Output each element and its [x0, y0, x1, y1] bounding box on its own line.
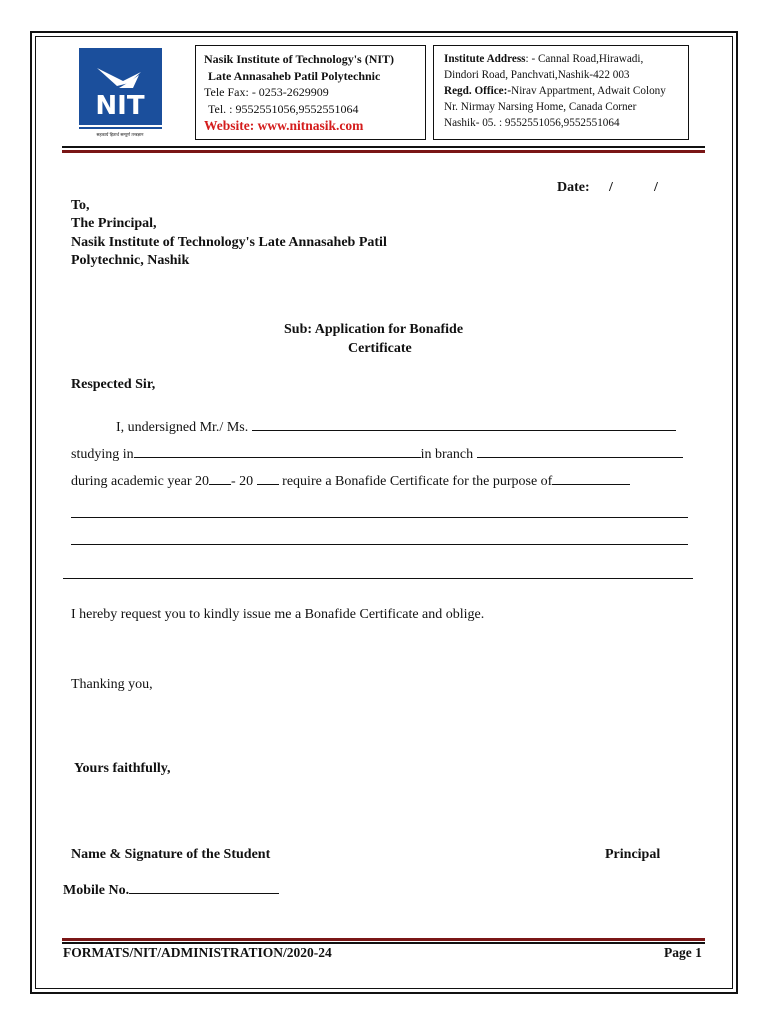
closing-text: Yours faithfully, — [74, 761, 171, 776]
subject-line1: Sub: Application for Bonafide — [284, 322, 464, 337]
purpose-line-3[interactable] — [63, 578, 693, 579]
body-line3 — [71, 474, 630, 490]
body-line1 — [116, 420, 676, 436]
body-line2-text-b: in branch — [420, 447, 474, 462]
mobile-row — [63, 883, 279, 899]
polytechnic-name: Late Annasaheb Patil Polytechnic — [208, 68, 381, 83]
branch-blank[interactable] — [477, 447, 683, 458]
institute-info-box — [195, 45, 426, 140]
address-line1: : - Cannal Road,Hirawadi, — [525, 53, 644, 65]
nit-logo — [79, 48, 162, 137]
body-line3-text-a: during academic year 20 — [71, 474, 209, 489]
footer-rule-thick — [62, 938, 705, 941]
recipient-title: The Principal, — [71, 216, 157, 231]
institute-name: Nasik Institute of Technology's (NIT) — [204, 52, 395, 66]
body-line2-text-a: studying in — [71, 447, 134, 462]
request-text: I hereby request you to kindly issue me a Bonafide Certificate and oblige. — [71, 607, 485, 622]
purpose-line-1[interactable] — [71, 517, 688, 518]
telephone: Tel. : 9552551056,9552551064 — [208, 101, 359, 116]
recipient-line1: Nasik Institute of Technology's Late Annasaheb Patil — [71, 235, 387, 250]
regd-line3: Nashik- 05. : 9552551056,9552551064 — [444, 117, 620, 129]
to-label: To, — [71, 198, 90, 213]
website-link[interactable]: Website: www.nitnasik.com — [204, 118, 364, 133]
body-line3-text-b: - 20 — [231, 474, 254, 489]
mobile-label: Mobile No. — [63, 883, 130, 898]
recipient-line2: Polytechnic, Nashik — [71, 253, 190, 268]
date-separator-2: / — [654, 180, 658, 195]
page-number: Page 1 — [664, 945, 702, 960]
address-box — [433, 45, 689, 140]
subject-line2: Certificate — [348, 341, 412, 356]
body-line3-text-c: require a Bonafide Certificate for the purpose of — [282, 474, 553, 489]
telefax: Tele Fax: - 0253-2629909 — [204, 85, 329, 99]
body-line1-text: I, undersigned Mr./ Ms. — [116, 420, 249, 435]
mobile-blank[interactable] — [129, 883, 279, 894]
class-blank[interactable] — [134, 447, 421, 458]
regd-line2: Nr. Nirmay Narsing Home, Canada Corner — [444, 101, 637, 113]
year-to-blank[interactable] — [257, 474, 279, 485]
footer-rule-thin — [62, 942, 705, 944]
address-line2: Dindori Road, Panchvati,Nashik-422 003 — [444, 69, 630, 81]
address-label: Institute Address — [444, 53, 526, 65]
purpose-line-2[interactable] — [71, 544, 688, 545]
logo-tagline: सहकार्य हितार्थ सम्पूर्ण तन्त्रज्ञान — [96, 132, 144, 137]
format-code: FORMATS/NIT/ADMINISTRATION/2020-24 — [63, 945, 332, 960]
signature-label: Name & Signature of the Student — [71, 847, 271, 862]
salutation: Respected Sir, — [71, 377, 156, 392]
principal-label: Principal — [605, 847, 661, 862]
header-rule-thin — [62, 146, 705, 148]
date-separator-1: / — [609, 180, 613, 195]
thanks-text: Thanking you, — [71, 677, 153, 692]
header-rule-thick — [62, 150, 705, 153]
date-label: Date: — [557, 180, 590, 195]
body-line2 — [71, 447, 683, 463]
regd-label: Regd. Office:- — [444, 85, 512, 97]
name-blank[interactable] — [252, 420, 676, 431]
year-from-blank[interactable] — [209, 474, 231, 485]
regd-line1: Nirav Appartment, Adwait Colony — [511, 85, 666, 97]
purpose-blank[interactable] — [552, 474, 630, 485]
logo-text: NIT — [95, 91, 145, 121]
